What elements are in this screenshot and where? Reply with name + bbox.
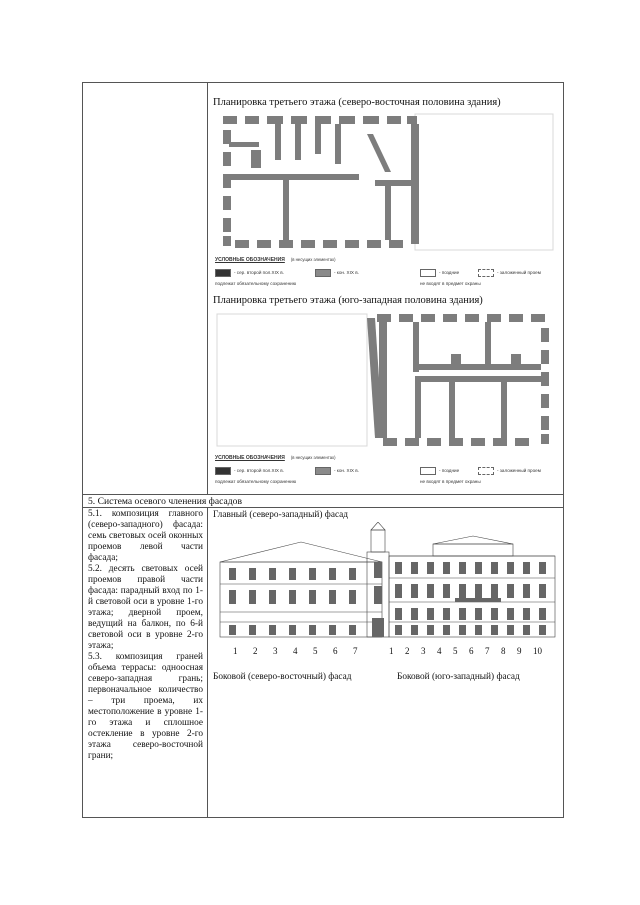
floor-plan-ne [215, 112, 555, 257]
paragraph-5-3: 5.3. композиция граней объема террасы: одноосная северо-западная грань; первоначальное количество – три проема, их местоположение в уровне 1-го этажа и сплошное остекление в уровне 2-го этажа северо-восточной грани; [88, 652, 203, 761]
table-border-bottom [82, 817, 564, 818]
right-axis-8: 8 [501, 646, 506, 656]
plan-sw-legend-item-4 [478, 467, 541, 475]
section-5-text [88, 509, 203, 762]
plan-ne-legend-note-left: подлежат обязательному сохранению [215, 281, 297, 286]
left-axes-numbers [215, 646, 375, 658]
right-axis-2: 2 [405, 646, 410, 656]
swatch-dark [215, 467, 231, 475]
plan-ne-legend-title-text: УСЛОВНЫЕ ОБОЗНАЧЕНИЯ [215, 257, 285, 263]
plan-ne-legend-note-right: не входят в предмет охраны [420, 281, 481, 286]
column-divider-bottom [207, 507, 208, 818]
plan-sw-legend-item-3 [420, 467, 459, 475]
legend-label: - заложенный проем [497, 468, 541, 474]
plan-ne-legend-item-4 [478, 269, 541, 277]
left-axis-5: 5 [313, 646, 318, 656]
column-divider-top [207, 82, 208, 494]
left-axis-2: 2 [253, 646, 258, 656]
swatch-dashed [478, 467, 494, 475]
plan-sw-legend-title [215, 455, 336, 461]
main-facade-drawing [215, 522, 560, 640]
swatch-gray [315, 269, 331, 277]
swatch-dark [215, 269, 231, 277]
legend-label: - сер. второй пол.XIX в. [234, 270, 284, 276]
plan-sw-legend-note-left: подлежат обязательному сохранению [215, 479, 297, 484]
left-axis-6: 6 [333, 646, 338, 656]
row-divider-5-1 [82, 507, 564, 508]
legend-label: - кон. XIX в. [334, 270, 359, 276]
right-axis-6: 6 [469, 646, 474, 656]
caption-sw-facade: Боковой (юго-западный) фасад [397, 672, 520, 682]
legend-label: - кон. XIX в. [334, 468, 359, 474]
paragraph-5-1: 5.1. композиция главного (северо-западного) фасада: семь световых осей оконных проемов левой части фасада; [88, 509, 203, 563]
legend-label: - поздние [439, 270, 460, 276]
swatch-gray [315, 467, 331, 475]
table-border-left [82, 82, 83, 818]
right-axis-3: 3 [421, 646, 426, 656]
swatch-white [420, 269, 436, 277]
right-axis-4: 4 [437, 646, 442, 656]
table-border-right [563, 82, 564, 818]
table-border-top [82, 82, 564, 83]
plan-sw-legend-title-text: УСЛОВНЫЕ ОБОЗНАЧЕНИЯ [215, 455, 285, 461]
legend-label: - заложенный проем [497, 270, 541, 276]
facade-title: Главный (северо-западный) фасад [213, 510, 349, 520]
legend-label: - поздние [439, 468, 460, 474]
swatch-white [420, 467, 436, 475]
right-axis-1: 1 [389, 646, 394, 656]
right-axis-10: 10 [533, 646, 542, 656]
left-axis-4: 4 [293, 646, 298, 656]
plan-ne-legend-title [215, 257, 336, 263]
plan-sw-legend-item-2 [315, 467, 359, 475]
right-axis-9: 9 [517, 646, 522, 656]
right-axis-5: 5 [453, 646, 458, 656]
left-axis-3: 3 [273, 646, 278, 656]
left-axis-1: 1 [233, 646, 238, 656]
right-axis-7: 7 [485, 646, 490, 656]
right-axes-numbers [389, 646, 559, 658]
floor-plan-sw [215, 310, 555, 455]
plan-sw-title: Планировка третьего этажа (юго-западная половина здания) [213, 295, 483, 306]
section-5-heading: 5. Система осевого членения фасадов [88, 496, 242, 507]
legend-label: - сер. второй пол.XIX в. [234, 468, 284, 474]
plan-ne-legend-item-2 [315, 269, 359, 277]
plan-sw-legend-item-1 [215, 467, 284, 475]
plan-ne-legend-item-3 [420, 269, 459, 277]
swatch-dashed [478, 269, 494, 277]
paragraph-5-2: 5.2. десять световых осей проемов правой части фасада: парадный вход по 1-й световой оси в уровне 1-го этажа; дверной проем, ведущий на балкон, по 6-й световой оси в уровне 2-го этажа; [88, 564, 203, 651]
plan-ne-legend-item-1 [215, 269, 284, 277]
plan-ne-legend-sub: (в несущих элементах) [290, 257, 336, 262]
plan-ne-title: Планировка третьего этажа (северо-восточная половина здания) [213, 97, 501, 108]
plan-sw-legend-note-right: не входят в предмет охраны [420, 479, 481, 484]
row-divider-section5 [82, 494, 564, 495]
caption-ne-facade: Боковой (северо-восточный) фасад [213, 672, 352, 682]
plan-sw-legend-sub: (в несущих элементах) [290, 455, 336, 460]
left-axis-7: 7 [353, 646, 358, 656]
